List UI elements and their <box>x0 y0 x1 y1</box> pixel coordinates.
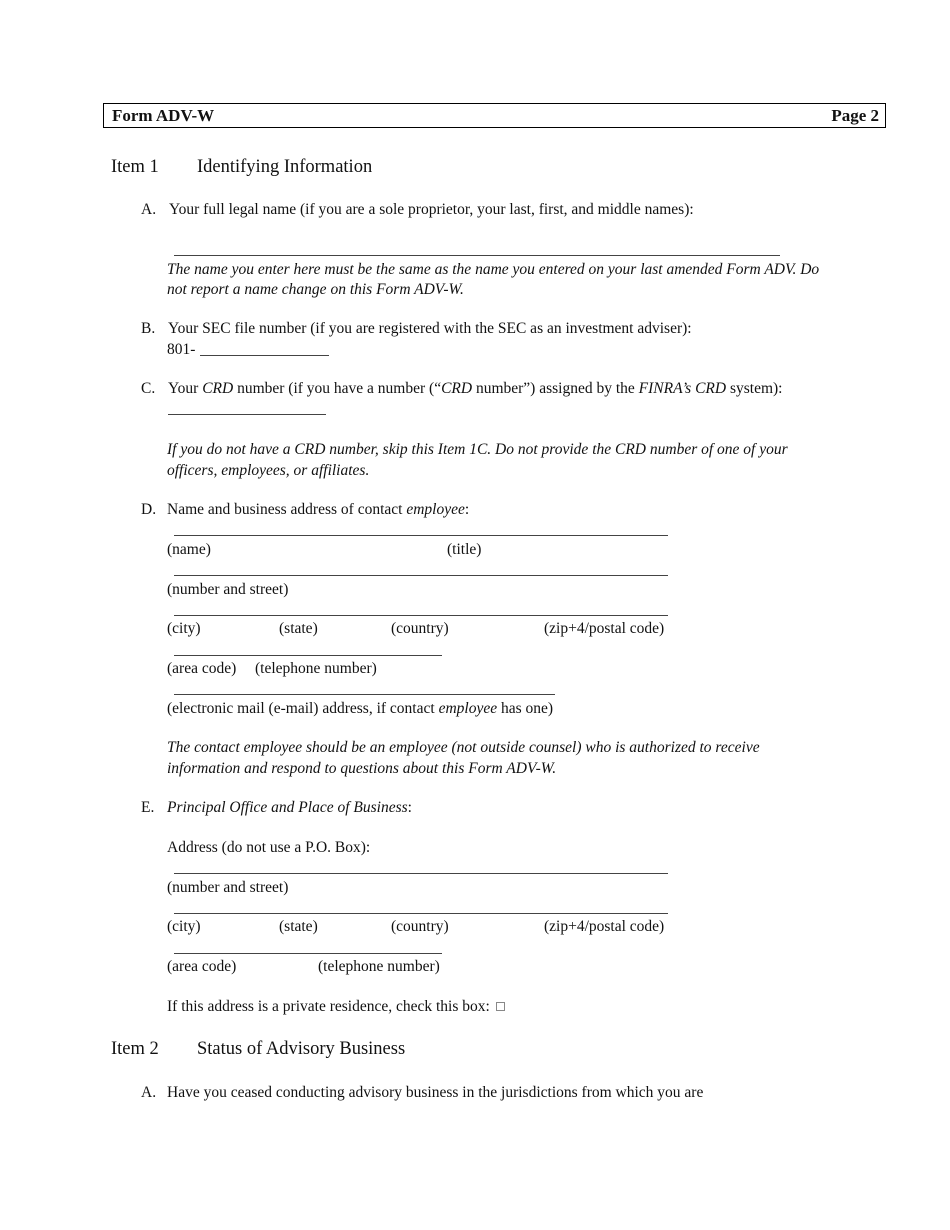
item2a-letter: A. <box>141 1084 157 1101</box>
contact-street-field[interactable] <box>174 575 668 576</box>
contact-phone-field[interactable] <box>174 655 442 656</box>
item1c-note-line2: officers, employees, or affiliates. <box>167 462 370 479</box>
item1a-question: Your full legal name (if you are a sole proprietor, your last, first, and middle names): <box>169 201 694 218</box>
item1d-letter: D. <box>141 501 157 518</box>
crd-number-field[interactable] <box>168 414 326 415</box>
item1c-question: Your CRD number (if you have a number (“CRD number”) assigned by the FINRA’s CRD system): <box>168 380 783 397</box>
item1d-note-line2: information and respond to questions about this Form ADV-W. <box>167 760 557 777</box>
office-phone-label: (telephone number) <box>318 958 440 975</box>
form-header <box>103 103 886 128</box>
city-label: (city) <box>167 620 201 637</box>
office-phone-field[interactable] <box>174 953 442 954</box>
address-instruction: Address (do not use a P.O. Box): <box>167 839 371 856</box>
sec-file-prefix: 801- <box>167 341 196 358</box>
legal-name-field[interactable] <box>174 255 780 256</box>
contact-name-title-field[interactable] <box>174 535 668 536</box>
office-city-label: (city) <box>167 918 201 935</box>
item2-title: Status of Advisory Business <box>197 1039 406 1059</box>
country-label: (country) <box>391 620 449 637</box>
item1a-note-line1: The name you enter here must be the same as the name you entered on your last amended Form ADV. Do <box>167 261 820 278</box>
item1d-question: Name and business address of contact employee: <box>167 501 470 518</box>
item1e-title: Principal Office and Place of Business: <box>167 799 412 816</box>
sec-file-number-field[interactable] <box>200 355 329 356</box>
zip-label: (zip+4/postal code) <box>544 620 665 637</box>
office-area-code-label: (area code) <box>167 958 237 975</box>
name-label: (name) <box>167 541 211 558</box>
item1b-letter: B. <box>141 320 156 337</box>
item2a-question: Have you ceased conducting advisory business in the jurisdictions from which you are <box>167 1084 704 1101</box>
page-number: Page 2 <box>831 106 879 125</box>
residence-question: If this address is a private residence, check this box: <box>167 998 505 1016</box>
item1c-note-line1: If you do not have a CRD number, skip this Item 1C. Do not provide the CRD number of one of your <box>167 441 788 458</box>
item1e-letter: E. <box>141 799 155 816</box>
item1d-note-line1: The contact employee should be an employee (not outside counsel) who is authorized to receive <box>167 739 760 756</box>
office-zip-label: (zip+4/postal code) <box>544 918 665 935</box>
state-label: (state) <box>279 620 318 637</box>
area-code-label: (area code) <box>167 660 237 677</box>
phone-label: (telephone number) <box>255 660 377 677</box>
title-label: (title) <box>447 541 482 558</box>
office-street-label: (number and street) <box>167 879 289 896</box>
item1a-note-line2: not report a name change on this Form ADV-W. <box>167 281 464 298</box>
private-residence-checkbox[interactable] <box>496 1002 505 1011</box>
form-title: Form ADV-W <box>112 106 215 125</box>
contact-email-field[interactable] <box>174 694 555 695</box>
item1c-letter: C. <box>141 380 156 397</box>
office-country-label: (country) <box>391 918 449 935</box>
item1-number: Item 1 <box>111 157 159 177</box>
office-state-label: (state) <box>279 918 318 935</box>
item2-number: Item 2 <box>111 1039 159 1059</box>
contact-city-field[interactable] <box>174 615 668 616</box>
email-label: (electronic mail (e-mail) address, if contact employee has one) <box>167 700 554 717</box>
item1a-letter: A. <box>141 201 157 218</box>
item1-title: Identifying Information <box>197 157 373 177</box>
street-label: (number and street) <box>167 581 289 598</box>
office-street-field[interactable] <box>174 873 668 874</box>
item1b-question: Your SEC file number (if you are registered with the SEC as an investment adviser): <box>168 320 692 337</box>
office-city-field[interactable] <box>174 913 668 914</box>
